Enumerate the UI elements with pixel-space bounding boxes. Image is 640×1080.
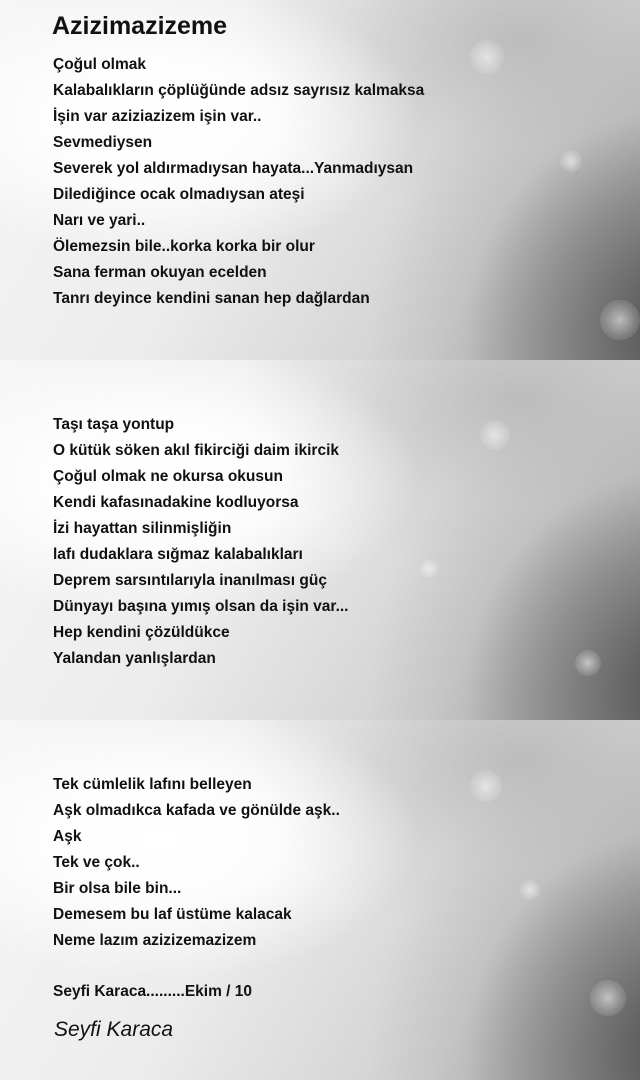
poem-line: Bir olsa bile bin... (53, 880, 182, 897)
poem-title: Azizimazizeme (52, 12, 228, 40)
poem-line: Demesem bu laf üstüme kalacak (53, 906, 292, 923)
poem-line: İşin var aziziazizem işin var.. (53, 108, 262, 125)
poem-line: İzi hayattan silinmişliğin (53, 520, 232, 537)
poem-line: Neme lazım azizizemazizem (53, 932, 257, 949)
stanza-2 (53, 412, 348, 672)
signature-line: Seyfi Karaca.........Ekim / 10 (53, 983, 253, 1000)
poem-panel-1 (0, 0, 640, 360)
poem-panel-2 (0, 360, 640, 720)
bokeh-light (600, 300, 640, 340)
poem-line: Tek cümlelik lafını belleyen (53, 776, 252, 793)
poem-line: Deprem sarsıntılarıyla inanılması güç (53, 572, 327, 589)
bokeh-light (470, 40, 504, 74)
poem-line: Severek yol aldırmadıysan hayata...Yanmadıysan (53, 160, 414, 177)
poem-line: lafı dudaklara sığmaz kalabalıkları (53, 546, 303, 563)
author-name: Seyfi Karaca (54, 1018, 174, 1041)
poem-line: Sana ferman okuyan ecelden (53, 264, 267, 281)
bokeh-light (520, 880, 540, 900)
poem-line: Aşk (53, 828, 82, 845)
poem-line: Çoğul olmak ne okursa okusun (53, 468, 283, 485)
poem-line: Narı ve yari.. (53, 212, 146, 229)
poem-line: Ölemezsin bile..korka korka bir olur (53, 238, 315, 255)
poem-line: Dünyayı başına yımış olsan da işin var... (53, 598, 349, 615)
poem-line: Hep kendini çözüldükce (53, 624, 230, 641)
poem-line: Dilediğince ocak olmadıysan ateşi (53, 186, 305, 203)
stanza-3 (53, 772, 340, 954)
poem-line: Yalandan yanlışlardan (53, 650, 216, 667)
bokeh-light (480, 420, 510, 450)
poem-panel-3 (0, 720, 640, 1080)
stanza-1 (53, 52, 424, 312)
bokeh-light (575, 650, 601, 676)
poem-line: Tek ve çok.. (53, 854, 140, 871)
poem-line: Taşı taşa yontup (53, 416, 175, 433)
poem-line: O kütük söken akıl fikirciği daim ikircik (53, 442, 340, 459)
poem-line: Çoğul olmak (53, 56, 147, 73)
bokeh-light (560, 150, 582, 172)
bokeh-light (470, 770, 502, 802)
poem-line: Sevmediysen (53, 134, 153, 151)
poem-line: Kalabalıkların çöplüğünde adsız sayrısız kalmaksa (53, 82, 425, 99)
bokeh-light (590, 980, 626, 1016)
poem-line: Kendi kafasınadakine kodluyorsa (53, 494, 299, 511)
bokeh-light (420, 560, 438, 578)
poem-line: Tanrı deyince kendini sanan hep dağlardan (53, 290, 370, 307)
poem-line: Aşk olmadıkca kafada ve gönülde aşk.. (53, 802, 340, 819)
